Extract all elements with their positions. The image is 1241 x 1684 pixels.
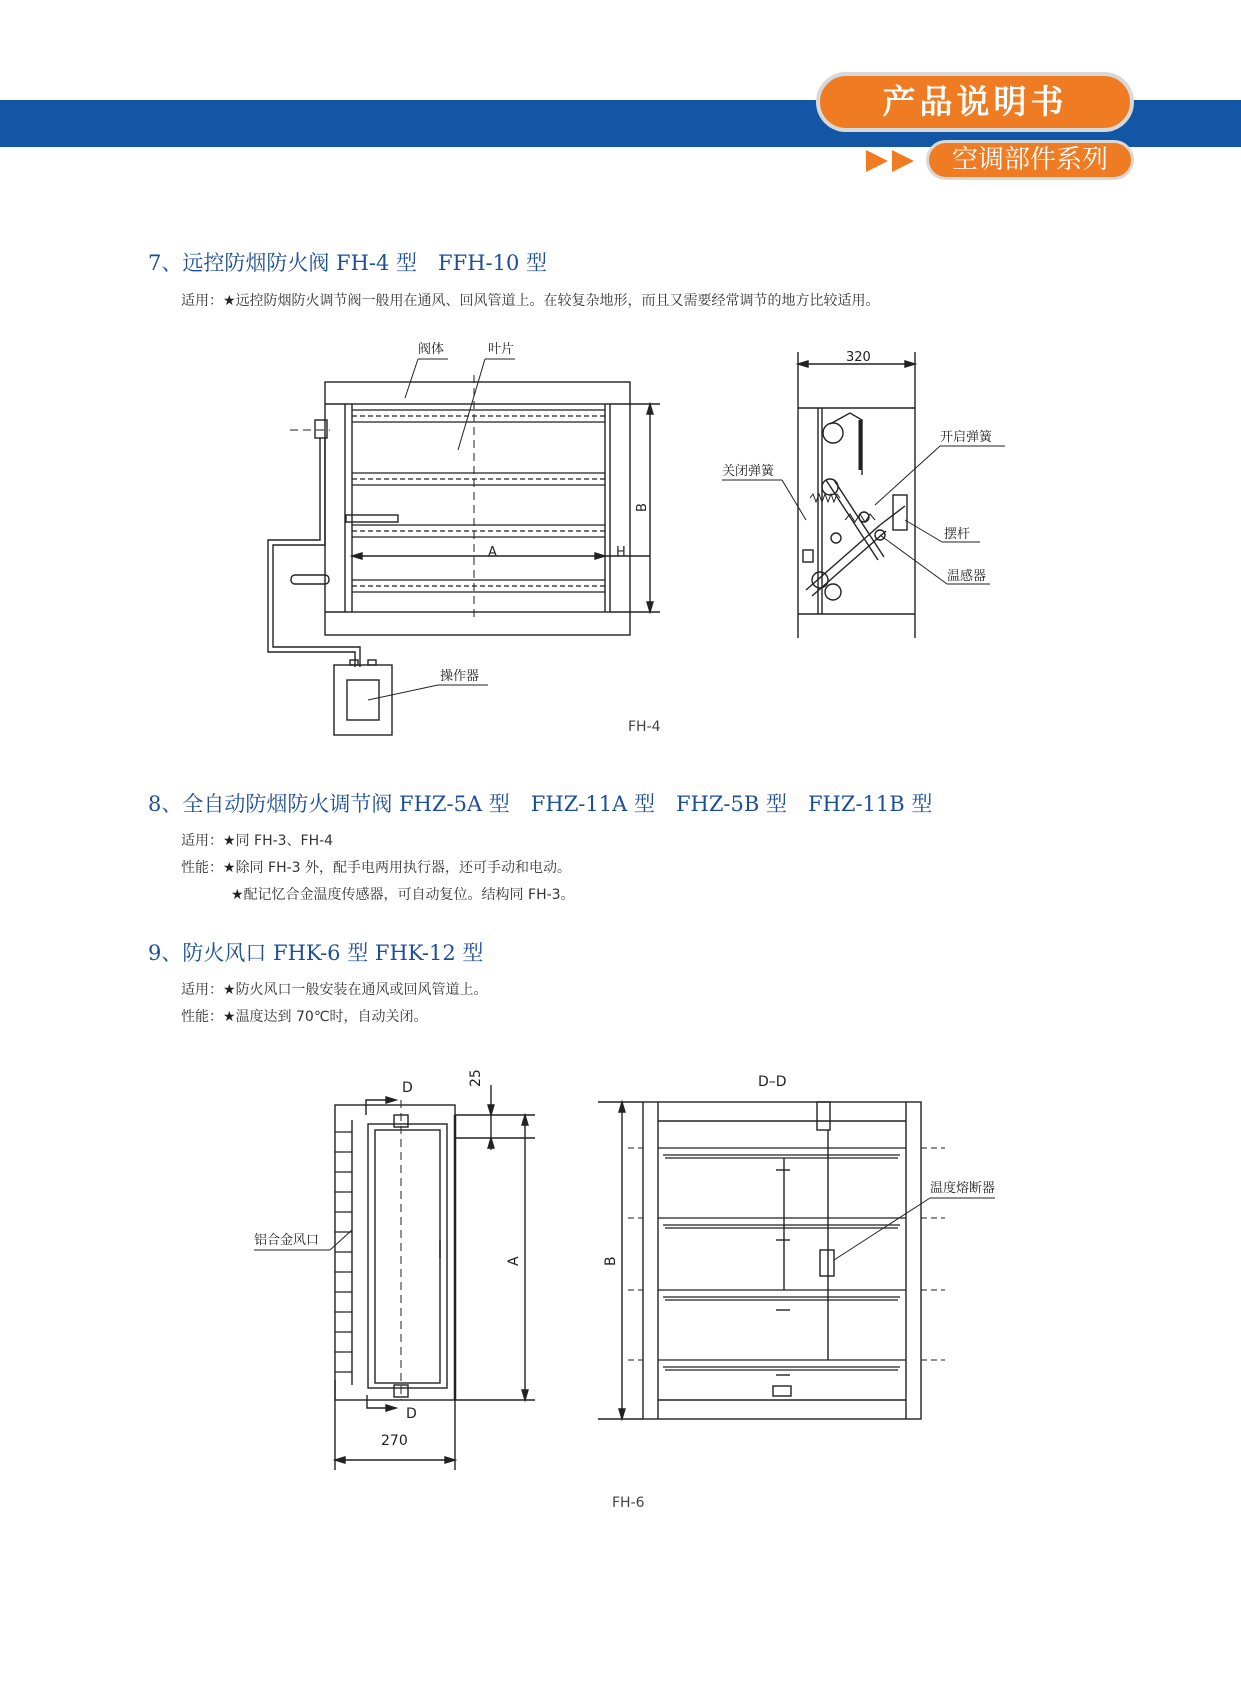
label-fuse: 温度熔断器 bbox=[930, 1181, 996, 1196]
star-icon: ★ bbox=[223, 982, 236, 998]
double-arrow-icon bbox=[866, 148, 922, 174]
label-dim-a: A bbox=[488, 545, 497, 560]
label-lever: 摆杆 bbox=[944, 527, 971, 542]
label-grille: 铝合金风口 bbox=[254, 1233, 320, 1248]
section-7-usage: 适用：★远控防烟防火调节阀一般用在通风、回风管道上。在较复杂地形，而且又需要经常调节的地方比较适用。 bbox=[181, 293, 880, 309]
section-9-title: 9、防火风口 FHK-6 型 FHK-12 型 bbox=[148, 941, 484, 965]
label-dim-25: 25 bbox=[468, 1069, 484, 1087]
label-d-bottom: D bbox=[406, 1406, 417, 1422]
label-blade: 叶片 bbox=[488, 342, 515, 357]
label-d-top: D bbox=[402, 1080, 413, 1096]
label-operator: 操作器 bbox=[440, 669, 480, 684]
label-dim-320: 320 bbox=[846, 350, 871, 365]
label-dim-a: A bbox=[506, 1256, 522, 1266]
section-8-usage: 适用：★同 FH-3、FH-4 bbox=[181, 833, 334, 849]
section-7-title: 7、远控防烟防火阀 FH-4 型 FFH-10 型 bbox=[148, 251, 547, 275]
fh6-drawing bbox=[245, 1060, 1005, 1480]
star-icon: ★ bbox=[231, 887, 244, 903]
section-9-usage: 适用：★防火风口一般安装在通风或回风管道上。 bbox=[181, 982, 488, 998]
star-icon: ★ bbox=[223, 293, 236, 309]
figure-2-caption: FH-6 bbox=[612, 1495, 645, 1511]
section-8-performance: 性能：★除同 FH-3 外，配手电两用执行器，还可手动和电动。 bbox=[181, 860, 572, 876]
star-icon: ★ bbox=[223, 1009, 236, 1025]
figure-1-caption: FH-4 bbox=[628, 719, 661, 735]
fh4-drawing bbox=[250, 335, 1010, 740]
label-close-spring: 关闭弹簧 bbox=[722, 464, 775, 479]
label-dim-b: B bbox=[635, 503, 650, 512]
label-section: D–D bbox=[758, 1074, 787, 1090]
star-icon: ★ bbox=[223, 860, 236, 876]
document-title: 产品说明书 bbox=[816, 72, 1134, 132]
label-open-spring: 开启弹簧 bbox=[940, 430, 993, 445]
series-subtitle: 空调部件系列 bbox=[926, 140, 1134, 180]
section-8-title: 8、全自动防烟防火调节阀 FHZ-5A 型 FHZ-11A 型 FHZ-5B 型 FHZ-11B 型 bbox=[148, 792, 933, 816]
label-dim-h: H bbox=[616, 545, 626, 560]
star-icon: ★ bbox=[223, 833, 236, 849]
label-dim-270: 270 bbox=[381, 1433, 408, 1449]
section-9-performance: 性能：★温度达到 70℃时，自动关闭。 bbox=[181, 1009, 428, 1025]
label-sensor: 温感器 bbox=[947, 569, 987, 584]
label-body: 阀体 bbox=[418, 342, 445, 357]
section-8-performance-2: ★配记忆合金温度传感器，可自动复位。结构同 FH-3。 bbox=[231, 887, 575, 903]
label-dim-b: B bbox=[603, 1256, 619, 1266]
